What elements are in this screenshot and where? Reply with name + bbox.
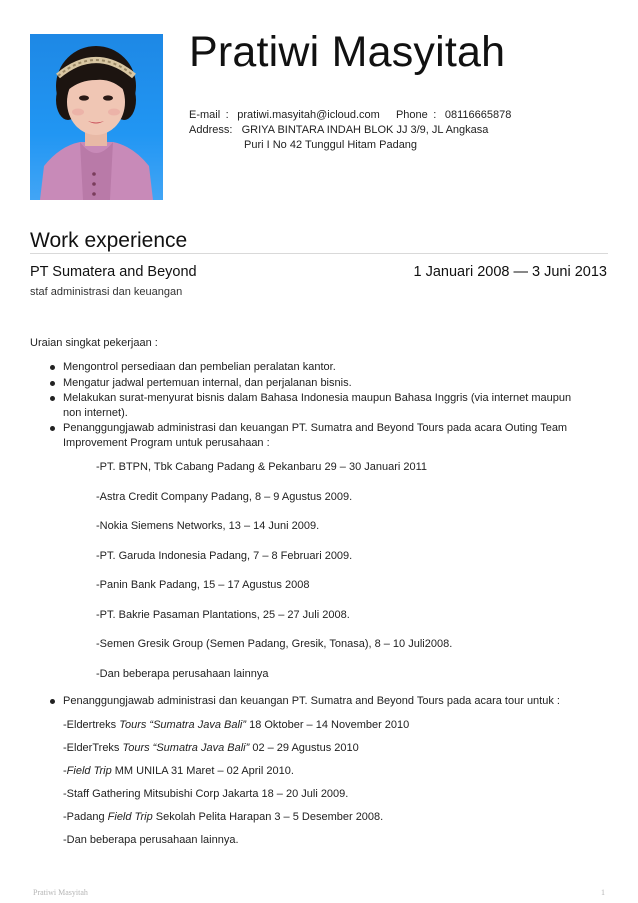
tour-duty-item: Penanggungjawab administrasi dan keuangan PT. Sumatra and Beyond Tours pada acara tour untuk : — [30, 694, 590, 709]
section-divider — [30, 253, 608, 254]
tour-pre: -Dan beberapa perusahaan lainnya. — [63, 834, 239, 846]
tour-pre: -Eldertreks — [63, 719, 120, 731]
contact-address-row — [189, 123, 511, 138]
list-item: -Nokia Siemens Networks, 13 – 14 Juni 2009. — [96, 520, 320, 532]
contact-address-row-2 — [189, 138, 511, 153]
footer-name: Pratiwi Masyitah — [33, 888, 88, 897]
list-item: -Semen Gresik Group (Semen Padang, Gresik, Tonasa), 8 – 10 Juli2008. — [96, 638, 453, 650]
job-company: PT Sumatera and Beyond — [30, 264, 197, 280]
email-value[interactable]: pratiwi.masyitah@icloud.com — [237, 109, 380, 121]
list-item: Penanggungjawab administrasi dan keuangan PT. Sumatra and Beyond Tours pada acara Outing Team Improvement Program untuk perusahaan : — [30, 421, 590, 450]
email-separator: : — [225, 109, 229, 121]
address-line-1: GRIYA BINTARA INDAH BLOK JJ 3/9, JL Angkasa — [241, 124, 489, 136]
page-number: 1 — [601, 888, 605, 897]
job-summary-label: Uraian singkat pekerjaan : — [30, 337, 158, 349]
list-item: -PT. Bakrie Pasaman Plantations, 25 – 27 Juli 2008. — [96, 609, 350, 621]
section-title-work-experience: Work experience — [30, 229, 188, 252]
contact-block — [189, 108, 511, 153]
list-item: -Astra Credit Company Padang, 8 – 9 Agustus 2009. — [96, 491, 353, 503]
tour-em: Field Trip — [107, 811, 153, 823]
list-item: Melakukan surat-menyurat bisnis dalam Bahasa Indonesia maupun Bahasa Inggris (via internet maupun non internet). — [30, 391, 590, 420]
job-dates: 1 Januari 2008 — 3 Juni 2013 — [413, 264, 607, 280]
tour-pre: -Staff Gathering Mitsubishi Corp Jakarta 18 – 20 Juli 2009. — [63, 788, 349, 800]
list-item: -Panin Bank Padang, 15 – 17 Agustus 2008 — [96, 579, 310, 591]
address-label: Address: — [189, 124, 233, 136]
phone-value[interactable]: 08116665878 — [444, 109, 512, 121]
tour-post: Sekolah Pelita Harapan 3 – 5 Desember 2008. — [152, 811, 384, 823]
list-item: -Dan beberapa perusahaan lainnya — [96, 668, 269, 680]
profile-photo-illustration — [30, 34, 163, 200]
tour-post: 02 – 29 Agustus 2010 — [249, 742, 359, 754]
tour-post: 18 Oktober – 14 November 2010 — [246, 719, 410, 731]
candidate-name: Pratiwi Masyitah — [189, 28, 506, 76]
list-item — [63, 742, 583, 754]
list-item — [63, 719, 583, 731]
list-item: -PT. BTPN, Tbk Cabang Padang & Pekanbaru 29 – 30 Januari 2011 — [96, 461, 428, 473]
list-item — [63, 788, 583, 800]
profile-photo — [30, 34, 163, 200]
list-item: Mengontrol persediaan dan pembelian peralatan kantor. — [30, 360, 590, 375]
duties-list — [30, 360, 590, 451]
phone-separator: : — [433, 109, 437, 121]
email-label: E-mail — [189, 109, 221, 121]
tour-pre: -ElderTreks — [63, 742, 123, 754]
tour-pre: -Padang — [63, 811, 108, 823]
tour-pre: - — [63, 765, 67, 777]
phone-label: Phone — [395, 109, 428, 121]
address-line-2: Puri I No 42 Tunggul Hitam Padang — [244, 139, 418, 151]
list-item — [63, 811, 583, 823]
job-role: staf administrasi dan keuangan — [30, 286, 183, 298]
tour-em: Tours “Sumatra Java Bali” — [122, 742, 250, 754]
contact-email-phone-row — [189, 108, 511, 123]
tour-em: Field Trip — [66, 765, 112, 777]
list-item: -PT. Garuda Indonesia Padang, 7 – 8 Februari 2009. — [96, 550, 353, 562]
tour-post: MM UNILA 31 Maret – 02 April 2010. — [111, 765, 294, 777]
tour-em: Tours “Sumatra Java Bali” — [119, 719, 247, 731]
list-item — [63, 765, 583, 777]
list-item: Mengatur jadwal pertemuan internal, dan perjalanan bisnis. — [30, 376, 590, 391]
list-item — [63, 834, 583, 846]
